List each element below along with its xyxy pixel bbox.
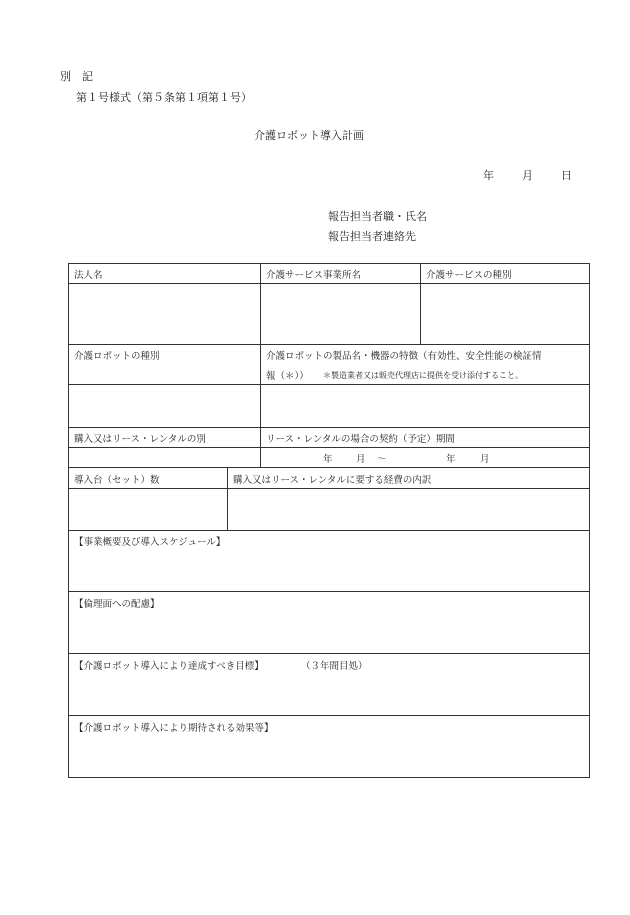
contract-period-label: リース・レンタルの場合の契約（予定）期間 — [266, 434, 455, 445]
period-month-end: 月 — [480, 454, 490, 465]
period-tilde: ～ — [377, 454, 387, 465]
robot-type-label: 介護ロボットの種別 — [74, 351, 160, 362]
purchase-or-lease-label: 購入又はリース・レンタルの別 — [74, 434, 206, 445]
date-day: 日 — [561, 169, 572, 182]
service-type-label: 介護サービスの種別 — [426, 270, 512, 281]
period-year-end: 年 — [446, 454, 456, 465]
goal-label: 【介護ロボット導入により達成すべき目標】 — [74, 661, 264, 672]
form-number: 第１号様式（第５条第１項第１号） — [76, 91, 252, 104]
facility-name-label: 介護サービス事業所名 — [266, 270, 362, 281]
date-year: 年 — [483, 169, 494, 182]
product-features-label-cont: 報（＊）） — [266, 371, 309, 382]
reporter-contact-label: 報告担当者連絡先 — [328, 230, 416, 243]
period-year-start: 年 — [323, 454, 333, 465]
ethics-label: 【倫理面への配慮】 — [74, 599, 160, 610]
page-title: 介護ロボット導入計画 — [254, 129, 364, 142]
overview-label: 【事業概要及び導入スケジュール】 — [74, 537, 226, 548]
goal-note: （３年間目処） — [301, 661, 368, 672]
reporter-name-label: 報告担当者職・氏名 — [328, 210, 427, 223]
period-month-start: 月 — [356, 454, 366, 465]
annex-label: 別 記 — [60, 70, 93, 83]
effects-label: 【介護ロボット導入により期待される効果等】 — [74, 723, 274, 734]
product-note: ＊製造業者又は販売代理店に提供を受け添付すること。 — [323, 371, 523, 380]
corporation-name-label: 法人名 — [74, 270, 103, 281]
product-features-label: 介護ロボットの製品名・機器の特徴（有効性、安全性能の検証情 — [266, 351, 542, 362]
date-month: 月 — [522, 169, 533, 182]
units-label: 導入台（セット）数 — [74, 475, 160, 486]
cost-breakdown-label: 購入又はリース・レンタルに要する経費の内訳 — [233, 475, 432, 486]
